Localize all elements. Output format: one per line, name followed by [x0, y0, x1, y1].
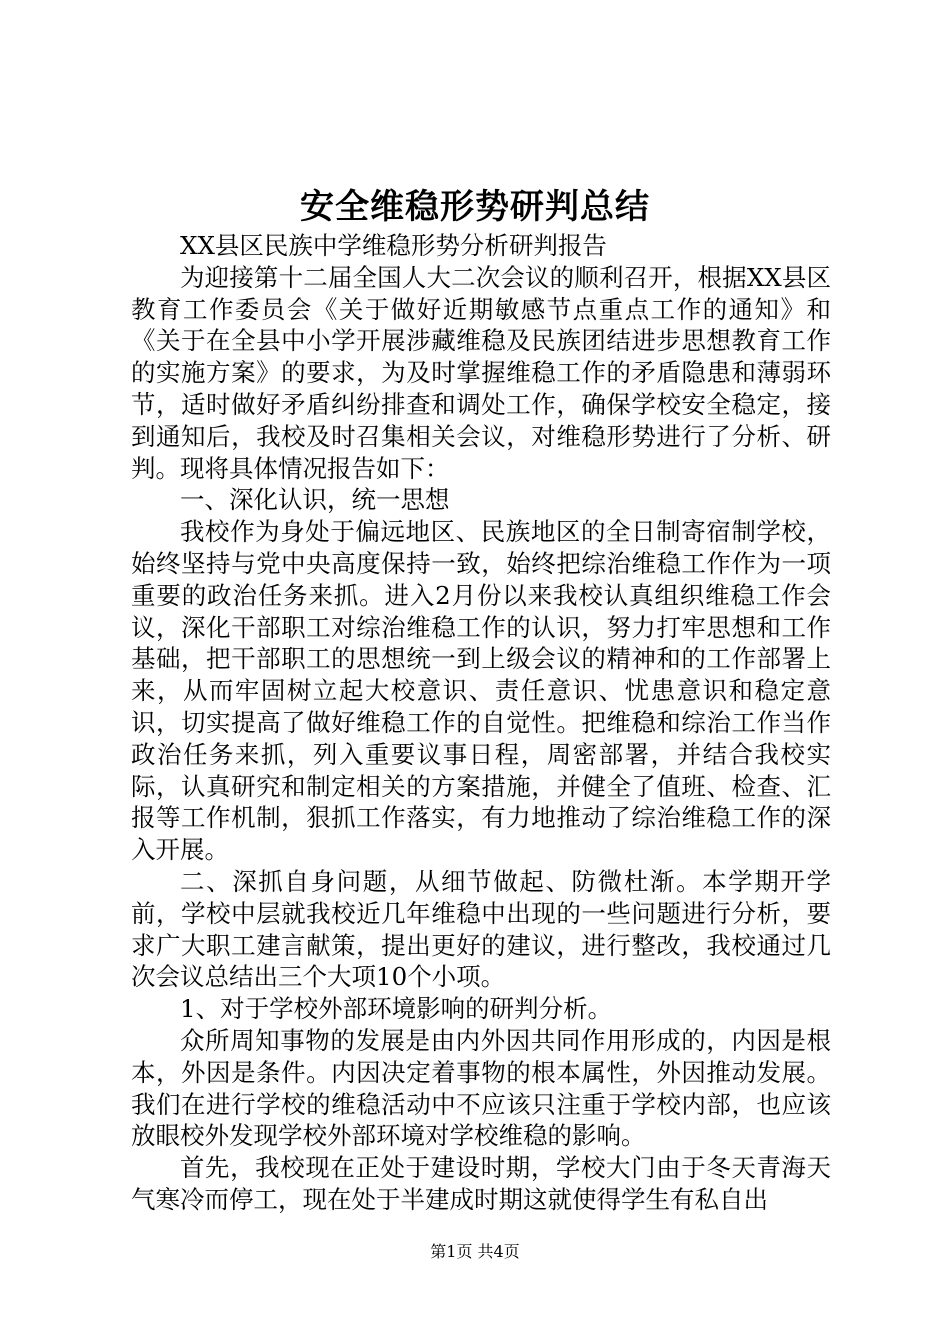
- paragraph-section-two: 二、深抓自身问题，从细节做起、防微杜渐。本学期开学前，学校中层就我校近几年维稳中出现的一些问题进行分析，要求广大职工建言献策，提出更好的建议，进行整改，我校通过几次会议总结出三个大项10个小项。: [131, 866, 831, 992]
- paragraph-intro: 为迎接第十二届全国人大二次会议的顺利召开，根据XX县区教育工作委员会《关于做好近期敏感节点重点工作的通知》和《关于在全县中小学开展涉藏维稳及民族团结进步思想教育工作的实施方案》的要求，为及时掌握维稳工作的矛盾隐患和薄弱环节，适时做好矛盾纠纷排查和调处工作，确保学校安全稳定，接到通知后，我校及时召集相关会议，对维稳形势进行了分析、研判。现将具体情况报告如下：: [131, 262, 831, 483]
- paragraph-subsection-one-body: 众所周知事物的发展是由内外因共同作用形成的，内因是根本，外因是条件。内因决定着事物的根本属性，外因推动发展。我们在进行学校的维稳活动中不应该只注重于学校内部，也应该放眼校外发现学校外部环境对学校维稳的影响。: [131, 1025, 831, 1151]
- document-body: [131, 230, 831, 1216]
- page-footer: 第1页 共4页: [430, 1242, 520, 1261]
- paragraph-report-heading: XX县区民族中学维稳形势分析研判报告: [180, 231, 607, 260]
- paragraph-first-point: 首先，我校现在正处于建设时期，学校大门由于冬天青海天气寒冷而停工，现在处于半建成时期这就使得学生有私自出: [131, 1153, 831, 1214]
- document-title: 安全维稳形势研判总结: [300, 187, 650, 227]
- paragraph-subsection-one-heading: 1、对于学校外部环境影响的研判分析。: [180, 994, 613, 1024]
- paragraph-section-one-body: 我校作为身处于偏远地区、民族地区的全日制寄宿制学校，始终坚持与党中央高度保持一致，始终把综治维稳工作作为一项重要的政治任务来抓。进入2月份以来我校认真组织维稳工作会议，深化干部职工对综治维稳工作的认识，努力打牢思想和工作基础，把干部职工的思想统一到上级会议的精神和的工作部署上来，从而牢固树立起大校意识、责任意识、忧患意识和稳定意识，切实提高了做好维稳工作的自觉性。把维稳和综治工作当作政治任务来抓，列入重要议事日程，周密部署，并结合我校实际，认真研究和制定相关的方案措施，并健全了值班、检查、汇报等工作机制，狠抓工作落实，有力地推动了综治维稳工作的深入开展。: [131, 517, 831, 865]
- paragraph-section-one-heading: 一、深化认识，统一思想: [180, 485, 450, 515]
